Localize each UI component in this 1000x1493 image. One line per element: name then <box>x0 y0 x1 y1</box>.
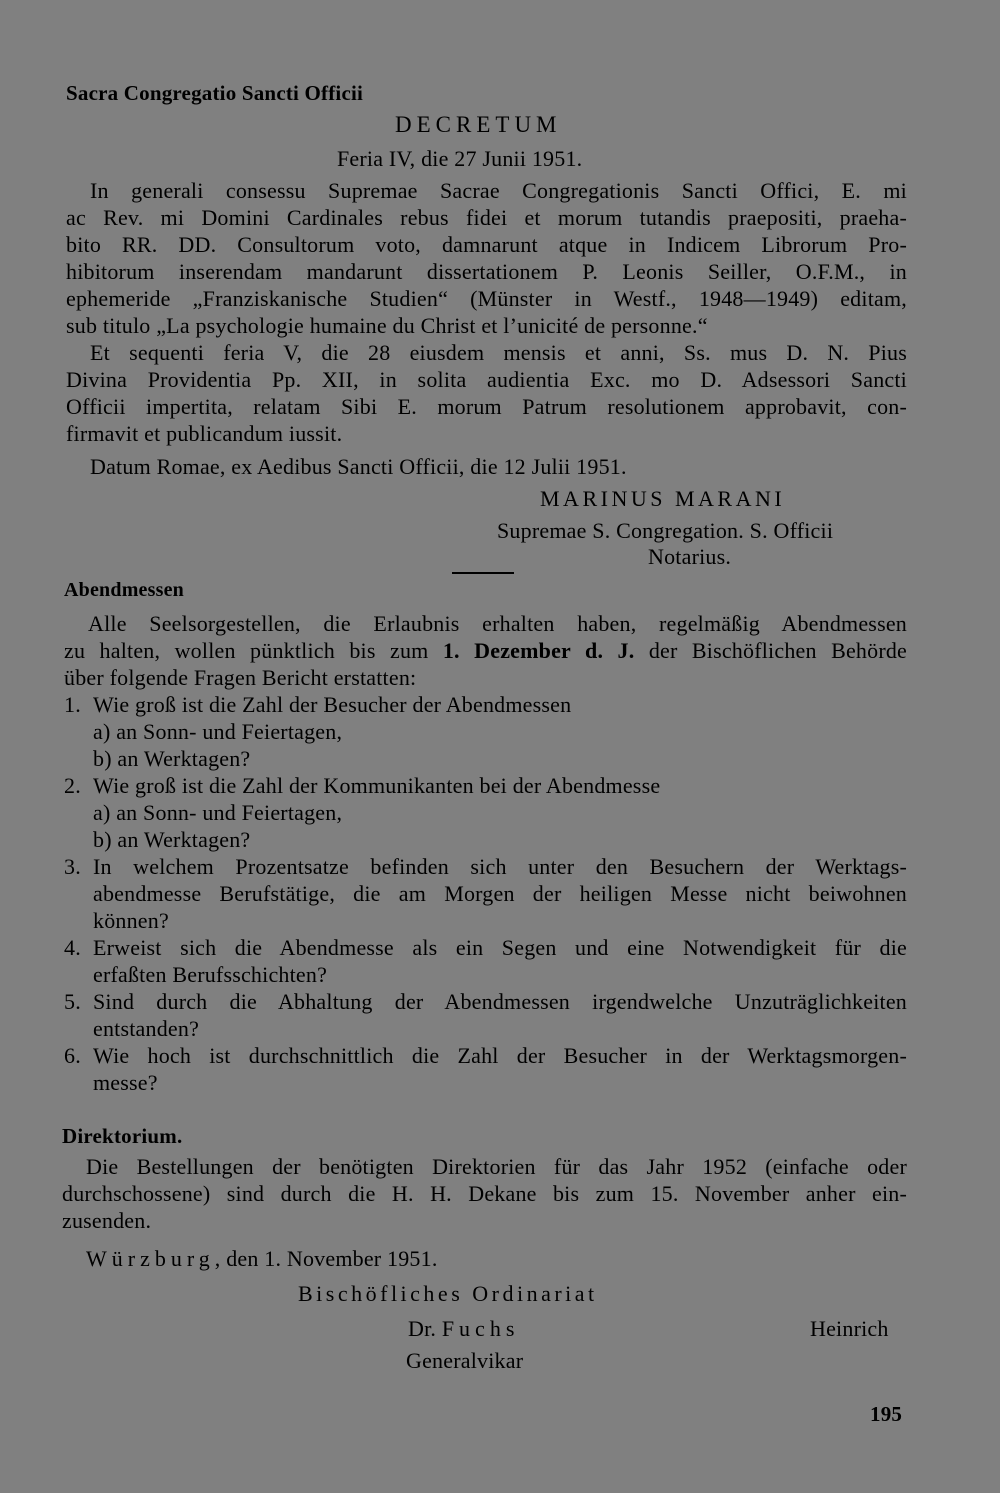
evening-mass-intro-line: Alle Seelsorgestellen, die Erlaubnis erhalten haben, regelmäßig Abendmessen <box>88 611 907 636</box>
question-text: In welchem Prozentsatze befinden sich unter den Besuchern der Werktags- <box>93 854 907 879</box>
closing-first-name: Heinrich <box>810 1316 889 1341</box>
evening-mass-heading: Abendmessen <box>64 579 184 601</box>
question-number: 4. <box>64 935 81 960</box>
intro-text: der Bischöflichen Behörde <box>634 638 908 663</box>
question-text: Wie groß ist die Zahl der Besucher der Abendmessen <box>93 692 572 717</box>
directory-heading: Direktorium. <box>62 1124 183 1148</box>
decree-role: Notarius. <box>648 544 732 569</box>
decree-para2-line: firmavit et publicandum iussit. <box>66 421 343 446</box>
decree-para1-line: ac Rev. mi Domini Cardinales rebus fidei et morum tutandis praepositi, praeha- <box>66 205 907 230</box>
question-text: Wie hoch ist durchschnittlich die Zahl der Besucher in der Werktagsmorgen- <box>93 1043 907 1068</box>
closing-place-date <box>86 1246 438 1272</box>
decree-para1-line: In generali consessu Supremae Sacrae Congregationis Sancti Offici, E. mi <box>90 178 907 203</box>
question-text: abendmesse Berufstätige, die am Morgen der heiligen Messe nicht beiwohnen <box>93 881 907 906</box>
question-text: können? <box>93 908 169 933</box>
question-text: Wie groß ist die Zahl der Kommunikanten bei der Abendmesse <box>93 773 661 798</box>
directory-line: zusenden. <box>62 1208 152 1233</box>
question-number: 3. <box>64 854 81 879</box>
closing-authority: Bischöfliches Ordinariat <box>298 1281 598 1306</box>
directory-line: Die Bestellungen der benötigten Direktorien für das Jahr 1952 (einfache oder <box>86 1154 907 1179</box>
intro-text: zu halten, wollen pünktlich bis zum <box>64 638 443 663</box>
question-text: erfaßten Berufsschichten? <box>93 962 328 987</box>
decree-para1-line: hibitorum inserendam mandarunt dissertationem P. Leonis Seiller, O.F.M., in <box>66 259 907 284</box>
decree-para2-line: Divina Providentia Pp. XII, in solita audientia Exc. mo D. Adsessori Sancti <box>66 367 907 392</box>
decree-para1-line: sub titulo „La psychologie humaine du Christ et l’unicité de personne.“ <box>66 313 708 338</box>
question-text: entstanden? <box>93 1016 200 1041</box>
question-sub: a) an Sonn- und Feiertagen, <box>93 719 343 744</box>
question-number: 2. <box>64 773 81 798</box>
closing-name <box>408 1316 519 1342</box>
question-sub: b) an Werktagen? <box>93 827 251 852</box>
decree-para1-line: ephemeride „Franziskanische Studien“ (Münster in Westf., 1948—1949) editam, <box>66 286 907 311</box>
question-number: 1. <box>64 692 81 717</box>
page-number: 195 <box>870 1402 903 1426</box>
evening-mass-intro-line <box>64 638 907 664</box>
closing-title: Generalvikar <box>406 1348 524 1373</box>
closing-date: , den 1. November 1951. <box>214 1246 438 1271</box>
question-number: 6. <box>64 1043 81 1068</box>
directory-line: durchschossene) sind durch die H. H. Dekane bis zum 15. November anher ein- <box>62 1181 907 1206</box>
decree-para2-line: Officii impertita, relatam Sibi E. morum Patrum resolutionem approbavit, con- <box>66 394 907 419</box>
decree-title: DECRETUM <box>395 112 562 137</box>
question-number: 5. <box>64 989 81 1014</box>
decree-datum: Datum Romae, ex Aedibus Sancti Officii, die 12 Julii 1951. <box>90 454 627 479</box>
question-text: Erweist sich die Abendmesse als ein Segen und eine Notwendigkeit für die <box>93 935 907 960</box>
evening-mass-intro-line: über folgende Fragen Bericht erstatten: <box>64 665 417 690</box>
decree-signatory: MARINUS MARANI <box>540 486 786 511</box>
question-sub: b) an Werktagen? <box>93 746 251 771</box>
decree-para1-line: bito RR. DD. Consultorum voto, damnarunt atque in Indicem Librorum Pro- <box>66 232 907 257</box>
name-prefix: Dr. <box>408 1316 437 1341</box>
decree-heading: Sacra Congregatio Sancti Officii <box>66 81 364 105</box>
decree-date: Feria IV, die 27 Junii 1951. <box>337 146 583 171</box>
question-text: messe? <box>93 1070 158 1095</box>
question-text: Sind durch die Abhaltung der Abendmessen irgendwelche Unzuträglichkeiten <box>93 989 907 1014</box>
section-divider <box>452 572 514 574</box>
surname: Fuchs <box>441 1316 520 1341</box>
decree-office: Supremae S. Congregation. S. Officii <box>497 518 834 543</box>
question-sub: a) an Sonn- und Feiertagen, <box>93 800 343 825</box>
closing-place: Würzburg <box>86 1246 215 1271</box>
deadline-date: 1. Dezember d. J. <box>442 638 635 663</box>
decree-para2-line: Et sequenti feria V, die 28 eiusdem mensis et anni, Ss. mus D. N. Pius <box>90 340 907 365</box>
